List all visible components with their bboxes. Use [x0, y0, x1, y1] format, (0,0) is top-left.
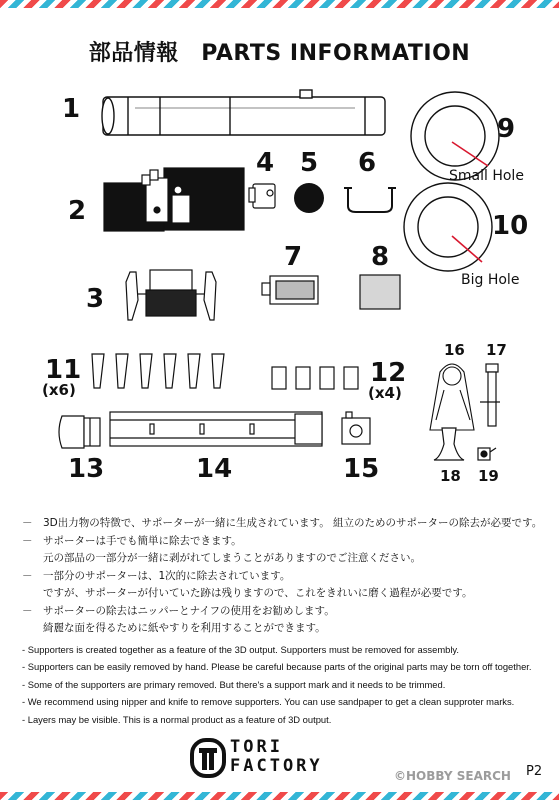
part-4 — [249, 184, 275, 208]
tori-factory-logo — [190, 738, 360, 782]
part-10-ring — [404, 183, 492, 271]
note-jp-line: － サポーターは手でも簡単に除去できます。 — [22, 534, 242, 547]
part-11-fins — [92, 354, 224, 388]
label-1: 1 — [62, 94, 81, 124]
part-7 — [262, 276, 318, 304]
bottom-stripe — [0, 792, 559, 800]
label-3: 3 — [86, 284, 105, 314]
note-en-line: - We recommend using nipper and knife to remove supporters. You can use sandpaper to get a clean supproter marks. — [22, 696, 515, 708]
label-16: 16 — [444, 341, 465, 359]
part-14-tube — [110, 412, 322, 446]
label-9: 9 — [497, 114, 516, 144]
label-4: 4 — [256, 148, 275, 178]
label-17: 17 — [486, 341, 507, 359]
note-jp-line: 元の部品の一部分が一緒に剥がれてしまうことがありますのでご注意ください。 — [22, 552, 421, 564]
page-title: 部品情報 PARTS INFORMATION — [88, 41, 471, 66]
label-5: 5 — [300, 148, 319, 178]
label-8: 8 — [371, 242, 390, 272]
note-en-line: - Supporters is created together as a feature of the 3D output. Supporters must be removed for assembly. — [22, 644, 460, 655]
notes-japanese — [22, 515, 552, 638]
label-18: 18 — [440, 467, 461, 485]
part-1-tube — [102, 90, 385, 135]
page-number: P2 — [526, 764, 543, 779]
part-12-plates — [272, 367, 358, 389]
label-6: 6 — [358, 148, 377, 178]
part-13-cap — [59, 416, 100, 448]
big-hole-label: Big Hole — [461, 272, 520, 288]
small-hole-label: Small Hole — [449, 168, 524, 184]
part-18-stand — [434, 428, 464, 460]
note-jp-line: － サポーターの除去はニッパーとナイフの使用をお勧めします。 — [22, 604, 335, 617]
part-3-assembly — [126, 270, 216, 320]
part-9-ring — [411, 92, 499, 180]
notes-english — [22, 641, 552, 728]
note-en-line: - Layers may be visible. This is a normal product as a feature of 3D output. — [22, 713, 332, 725]
logo-mark-icon — [190, 738, 226, 778]
label-7: 7 — [284, 242, 303, 272]
note-en-line: - Supporters can be easily removed by hand. Please be careful because parts of the original parts may be torn off together. — [22, 661, 532, 673]
label-13: 13 — [68, 454, 105, 484]
label-10: 10 — [492, 211, 529, 241]
part-2-block — [104, 168, 244, 231]
note-jp-line: ですが、サポーターが付いていた跡は残りますので、これをきれいに磨く過程が必要です。 — [22, 587, 473, 599]
label-19: 19 — [478, 467, 499, 485]
label-14: 14 — [196, 454, 233, 484]
part-16-figure — [430, 364, 474, 430]
part-15 — [342, 412, 370, 444]
note-jp-line: 綺麗な面を得るために紙やすりを利用することができます。 — [22, 622, 326, 634]
part-5 — [294, 183, 324, 213]
note-en-line: - Some of the supporters are primary removed. But there's a support mark and it needs to be trimmed. — [22, 678, 446, 690]
part-6-handle — [344, 188, 396, 212]
note-jp-line: － 3D出力物の特徴で、サポーターが一緒に生成されています。 組立のためのサポーターの除去が必要です。 — [22, 517, 543, 529]
logo-text — [230, 738, 323, 776]
part-19 — [478, 448, 496, 460]
logo-line-2: FACTORY — [230, 756, 323, 776]
label-11: 11 — [45, 355, 82, 385]
part-8 — [360, 275, 400, 309]
label-12: 12 — [370, 358, 407, 388]
label-2: 2 — [68, 196, 87, 226]
logo-line-1: TORI — [230, 737, 283, 757]
label-12-qty: (x4) — [368, 384, 402, 402]
part-17-rod — [480, 364, 500, 426]
watermark: ©HOBBY SEARCH — [394, 769, 511, 783]
label-11-qty: (x6) — [42, 381, 76, 399]
note-jp-line: － 一部分のサポーターは、1次的に除去されています。 — [22, 569, 291, 582]
label-15: 15 — [343, 454, 380, 484]
